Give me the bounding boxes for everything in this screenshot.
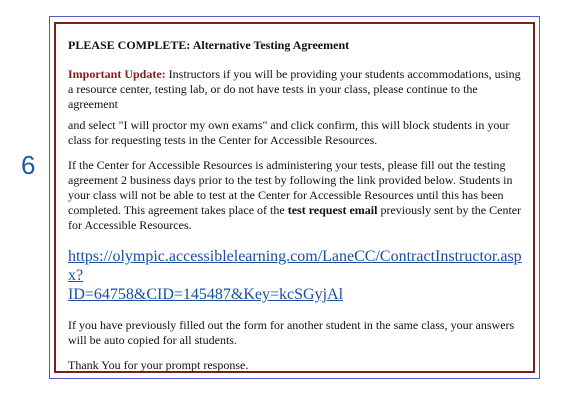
link-line-2: ID=64758&CID=145487&Key=kcSGyjAl bbox=[68, 286, 344, 303]
testing-agreement-end: previously sent by the Center for Accessible Resources. bbox=[68, 203, 522, 232]
important-update-label: Important Update: bbox=[68, 67, 166, 81]
testing-agreement-text: If the Center for Accessible Resources is administering your tests, please fill out the testing agreement 2 business days prior to the test by following the link provided below. Students in your class will not be able to test at the Center for Accessible Resources until this has been completed. This agreement takes place of the bbox=[68, 158, 513, 217]
notice-title: PLEASE COMPLETE: Alternative Testing Agreement bbox=[68, 38, 350, 52]
proctor-instructions-paragraph: and select "I will proctor my own exams" and click confirm, this will block students in your class for requesting tests in the Center for Accessible Resources. bbox=[68, 118, 510, 147]
auto-copy-paragraph: If you have previously filled out the form for another student in the same class, your answers will be auto copied for all students. bbox=[68, 318, 515, 347]
testing-agreement-paragraph bbox=[68, 158, 523, 233]
notice-box bbox=[54, 22, 535, 373]
closing-line: Thank You for your prompt response. bbox=[68, 358, 249, 372]
contract-instructor-link[interactable] bbox=[68, 247, 523, 304]
slide-number: 6 bbox=[21, 150, 36, 180]
important-update-text: Instructors if you will be providing your students accommodations, using a resource center, testing lab, or do not have tests in your class, please continue to the agreement bbox=[68, 67, 521, 111]
test-request-email-emphasis: test request email bbox=[287, 203, 378, 217]
link-line-1: https://olympic.accessiblelearning.com/LaneCC/ContractInstructor.aspx? bbox=[68, 248, 522, 284]
important-update-paragraph bbox=[68, 67, 523, 112]
